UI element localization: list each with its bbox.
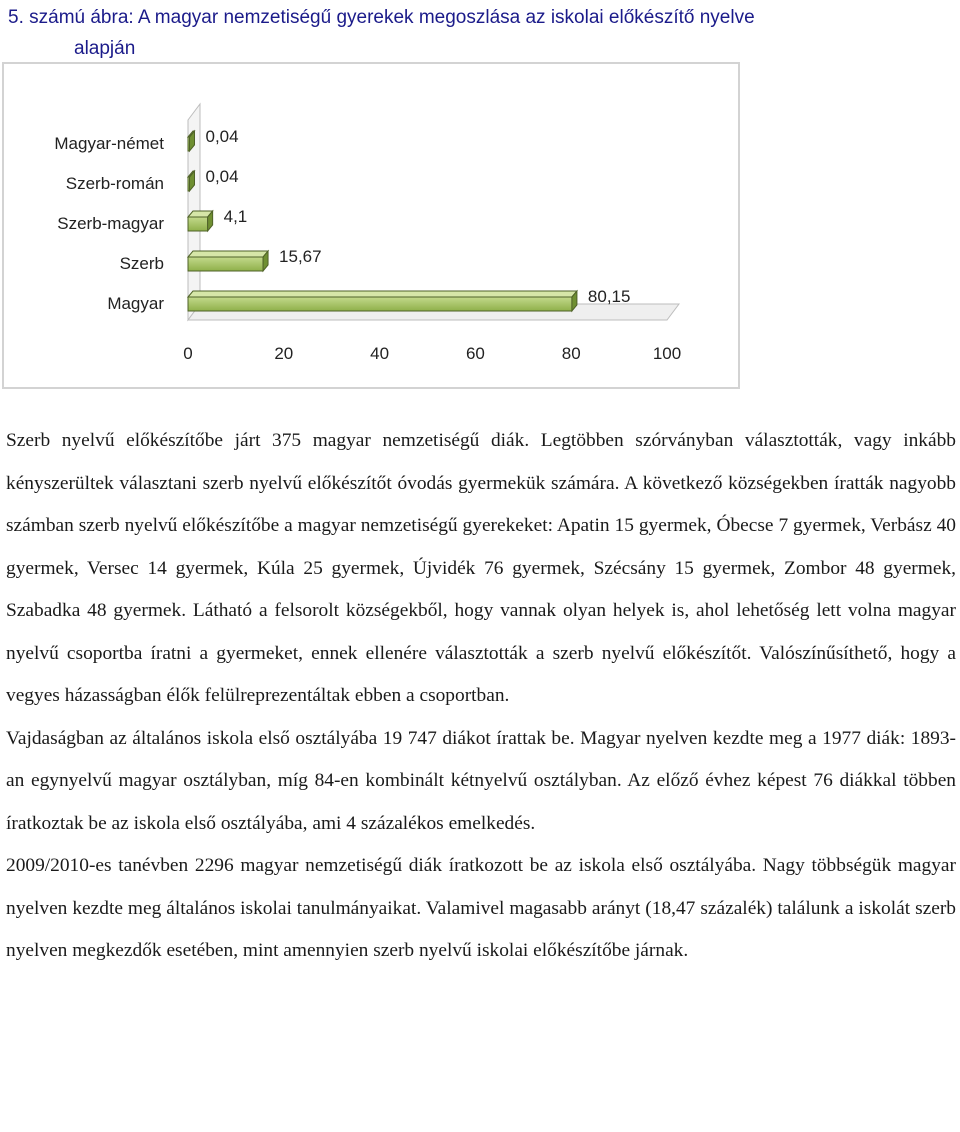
x-tick-label-4: 80 — [561, 344, 581, 363]
value-label-4: 80,15 — [587, 287, 631, 306]
value-label-0: 0,04 — [205, 127, 239, 146]
bar-2 — [188, 217, 208, 231]
value-label-1: 0,04 — [205, 167, 239, 186]
caption-line-1: 5. számú ábra: A magyar nemzetiségű gyerekek megoszlása az iskolai előkészítő nyelve — [8, 7, 755, 28]
x-tick-label-5: 100 — [652, 344, 682, 363]
paragraph-2: Vajdaságban az általános iskola első osztályába 19 747 diákot írattak be. Magyar nyelven kezdte meg a 1977 diák: 1893-an egynyelvű magyar osztályban, míg 84-en kombinált kétnyelvű osztályban. Az előző évhez képest 76 diákkal többen íratkoztak be az iskola első osztályába, ami 4 százalékos emelkedés. — [6, 727, 956, 834]
category-label-4: Magyar — [107, 294, 164, 313]
x-tick-label-2: 40 — [370, 344, 390, 363]
x-tick-label-0: 0 — [183, 344, 193, 363]
value-label-3: 15,67 — [279, 247, 322, 266]
paragraph-3: 2009/2010-es tanévben 2296 magyar nemzetiségű diák íratkozott be az iskola első osztályába. Nagy többségük magyar nyelven kezdte meg általános iskolai tanulmányaikat. Valamivel magasabb arányt (18,47 százalék) találunk a iskolát szerb nyelven megkezdők esetében, mint amennyien szerb nyelvű iskolai előkészítőbe járnak. — [6, 855, 956, 961]
caption-line-2: alapján — [74, 38, 136, 59]
category-label-0: Magyar-német — [54, 134, 164, 153]
category-label-3: Szerb — [119, 254, 164, 273]
bar-3 — [188, 257, 263, 271]
figure-caption — [8, 2, 952, 64]
x-tick-label-1: 20 — [274, 344, 294, 363]
body-text — [6, 420, 956, 973]
value-label-2: 4,1 — [223, 207, 248, 226]
chart-container — [2, 62, 740, 389]
category-label-2: Szerb-magyar — [57, 214, 164, 233]
bar-top-4 — [188, 291, 577, 297]
category-label-1: Szerb-román — [65, 174, 164, 193]
bar-top-3 — [188, 251, 268, 257]
bar-4 — [188, 297, 572, 311]
paragraph-1: Szerb nyelvű előkészítőbe járt 375 magyar nemzetiségű diák. Legtöbben szórványban választották, vagy inkább kényszerültek választani szerb nyelvű előkészítőt óvodás gyermekük számára. A következő községekben íratták nagyobb számban szerb nyelvű előkészítőbe a magyar nemzetiségű gyerekeket: Apatin 15 gyermek, Óbecse 7 gyermek, Verbász 40 gyermek, Versec 14 gyermek, Kúla 25 gyermek, Újvidék 76 gyermek, Szécsány 15 gyermek, Zombor 48 gyermek, Szabadka 48 gyermek. Látható a felsorolt községekből, hogy vannak olyan helyek is, ahol lehetőség lett volna magyar nyelvű csoportba íratni a gyermeket, ennek ellenére választották a szerb nyelvű előkészítőt. Valószínűsíthető, hogy a vegyes házasságban élők felülreprezentáltak ebben a csoportban. — [6, 430, 956, 706]
x-tick-label-3: 60 — [465, 344, 485, 363]
bar-chart — [4, 64, 738, 387]
